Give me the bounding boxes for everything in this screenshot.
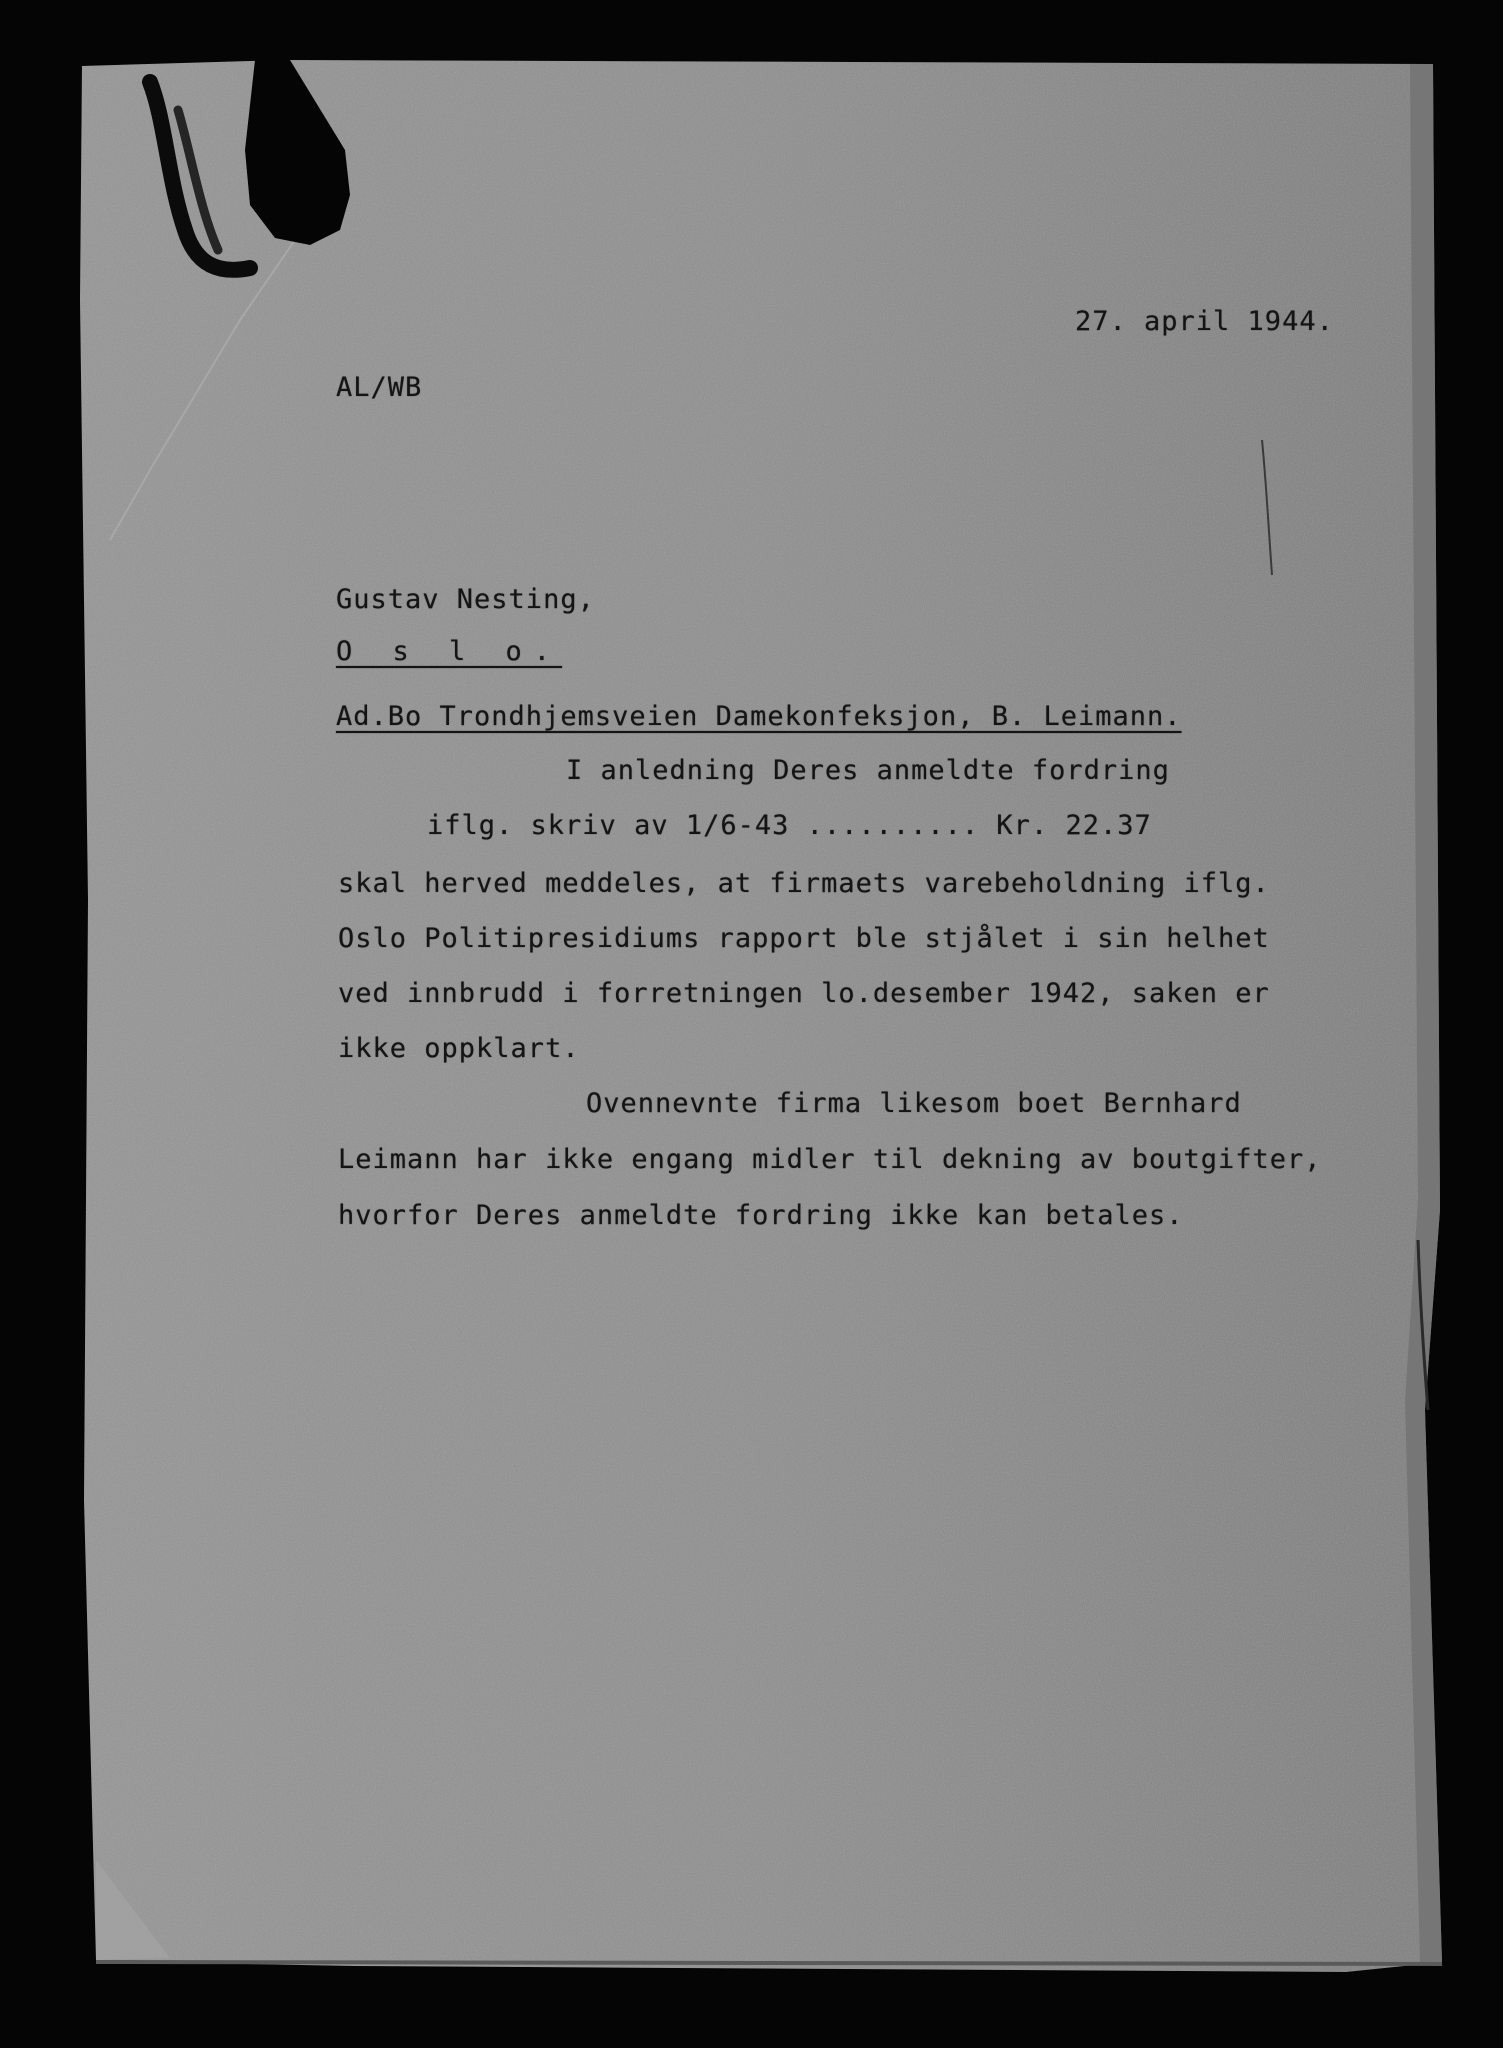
body-line: Oslo Politipresidiums rapport ble stjålet i sin helhet <box>338 923 1270 954</box>
body-line: skal herved meddeles, at firmaets varebeholdning iflg. <box>338 868 1270 899</box>
recipient-city: O s l o. <box>336 636 563 667</box>
body-line: I anledning Deres anmeldte fordring <box>566 755 1170 786</box>
body-line: hvorfor Deres anmeldte fordring ikke kan betales. <box>338 1200 1184 1231</box>
body-line: Leimann har ikke engang midler til dekning av boutgifter, <box>338 1144 1322 1175</box>
body-line: ikke oppklart. <box>338 1033 580 1064</box>
body-line: iflg. skriv av 1/6-43 .......... Kr. 22.37 <box>427 810 1152 841</box>
recipient-name: Gustav Nesting, <box>336 584 595 615</box>
body-line: ved innbrudd i forretningen lo.desember 1942, saken er <box>338 978 1270 1009</box>
reference-initials: AL/WB <box>336 372 423 403</box>
paper-shape <box>80 60 1442 1972</box>
letter-date: 27. april 1944. <box>1075 306 1334 337</box>
subject-line: Ad.Bo Trondhjemsveien Damekonfeksjon, B. Leimann. <box>336 701 1182 732</box>
body-line: Ovennevnte firma likesom boet Bernhard <box>586 1088 1242 1119</box>
